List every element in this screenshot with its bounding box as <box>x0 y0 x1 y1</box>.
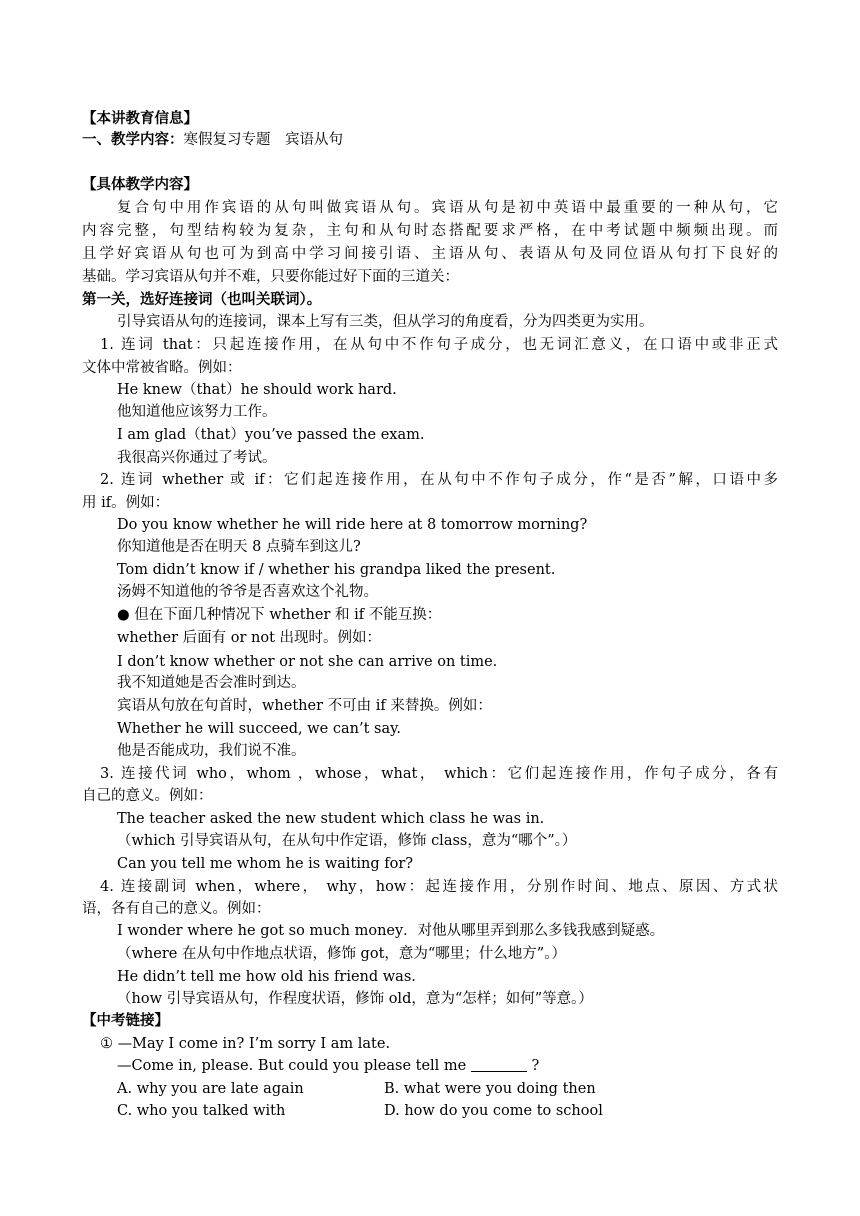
point1-example-1-en: He knew（that）he should work hard. <box>117 382 397 398</box>
level1-intro: 引导宾语从句的连接词，课本上写有三类，但从学习的角度看，分为四类更为实用。 <box>117 314 654 330</box>
point1-example-2-en: I am glad（that）you’ve passed the exam. <box>117 427 425 443</box>
point2-case-2-en: Whether he will succeed, we can’t say. <box>117 721 401 737</box>
point3-example-2-en: Can you tell me whom he is waiting for? <box>117 856 414 872</box>
point2-case-1-cn: 我不知道她是否会准时到达。 <box>117 675 306 691</box>
point4-line1: 4. 连接副词 when，where， why，how：起连接作用，分别作时间、地点、原因、方式状 <box>100 879 778 895</box>
point1-example-2-cn: 我很高兴你通过了考试。 <box>117 450 277 466</box>
point3-line2: 自己的意义。例如： <box>82 788 213 804</box>
teaching-content-line <box>82 130 343 150</box>
point2-example-1-cn: 你知道他是否在明天 8 点骑车到这儿? <box>117 539 361 555</box>
point4-line2: 语，各有自己的意义。例如： <box>82 901 271 917</box>
point1-line2: 文体中常被省略。例如： <box>82 360 242 376</box>
point2-case-1: whether 后面有 or not 出现时。例如： <box>117 630 382 646</box>
option-c: C. who you talked with <box>117 1103 286 1119</box>
question-end: ? <box>531 1058 540 1074</box>
content-label: 一、教学内容： <box>82 131 184 148</box>
point3-example-1-note: （which 引导宾语从句，在从句中作定语，修饰 class，意为“哪个”。） <box>117 833 577 849</box>
point2-note: ● 但在下面几种情况下 whether 和 if 不能互换： <box>117 607 442 623</box>
point4-example-2-en: He didn’t tell me how old his friend was. <box>117 969 416 985</box>
point2-line2: 用 if。例如： <box>82 495 170 511</box>
exam-link-title: 【中考链接】 <box>82 1012 169 1029</box>
content-value: 寒假复习专题 宾语从句 <box>183 132 343 148</box>
answer-blank <box>471 1057 527 1072</box>
point3-example-1-en: The teacher asked the new student which class he was in. <box>117 811 545 827</box>
option-a: A. why you are late again <box>117 1081 304 1097</box>
point2-case-1-en: I don’t know whether or not she can arrive on time. <box>117 654 498 670</box>
exam-question-1-line1: ① —May I come in? I’m sorry I am late. <box>100 1036 391 1052</box>
level1-title: 第一关，选好连接词（也叫关联词）。 <box>82 291 322 308</box>
intro-line-2: 内容完整，句型结构较为复杂，主句和从句时态搭配要求严格，在中考试题中频频出现。而 <box>82 223 778 239</box>
point2-line1: 2. 连词 whether 或 if：它们起连接作用，在从句中不作句子成分，作“是否”解，口语中多 <box>100 472 778 488</box>
intro-line-3: 且学好宾语从句也可为到高中学习间接引语、主语从句、表语从句及同位语从句打下良好的 <box>82 246 778 262</box>
point4-example-1: I wonder where he got so much money．对他从哪里弄到那么多钱我感到疑惑。 <box>117 923 665 939</box>
option-b: B. what were you doing then <box>384 1081 596 1097</box>
point2-example-1-en: Do you know whether he will ride here at 8 tomorrow morning? <box>117 517 588 533</box>
intro-line-4: 基础。学习宾语从句并不难，只要你能过好下面的三道关： <box>82 269 459 285</box>
option-d: D. how do you come to school <box>384 1103 603 1119</box>
point2-case-2-cn: 他是否能成功，我们说不准。 <box>117 743 306 759</box>
section-title: 【具体教学内容】 <box>82 176 198 193</box>
info-title: 【本讲教育信息】 <box>82 110 198 127</box>
point1-line1: 1. 连词 that：只起连接作用，在从句中不作句子成分，也无词汇意义，在口语中或非正式 <box>100 337 778 353</box>
point4-example-2-note: （how 引导宾语从句，作程度状语，修饰 old，意为“怎样；如何”等意。） <box>117 991 593 1007</box>
question-text: —Come in, please. But could you please tell me <box>117 1058 467 1074</box>
point1-example-1-cn: 他知道他应该努力工作。 <box>117 404 277 420</box>
point2-example-2-cn: 汤姆不知道他的爷爷是否喜欢这个礼物。 <box>117 584 378 600</box>
point2-example-2-en: Tom didn’t know if / whether his grandpa liked the present. <box>117 562 556 578</box>
exam-question-1-line2 <box>117 1056 539 1076</box>
point3-line1: 3. 连接代词 who，whom ，whose，what， which：它们起连接作用，作句子成分，各有 <box>100 766 778 782</box>
intro-line-1: 复合句中用作宾语的从句叫做宾语从句。宾语从句是初中英语中最重要的一种从句，它 <box>117 200 778 216</box>
point4-example-1-note: （where 在从句中作地点状语，修饰 got，意为“哪里；什么地方”。） <box>117 946 566 962</box>
point2-case-2: 宾语从句放在句首时，whether 不可由 if 来替换。例如： <box>117 698 492 714</box>
